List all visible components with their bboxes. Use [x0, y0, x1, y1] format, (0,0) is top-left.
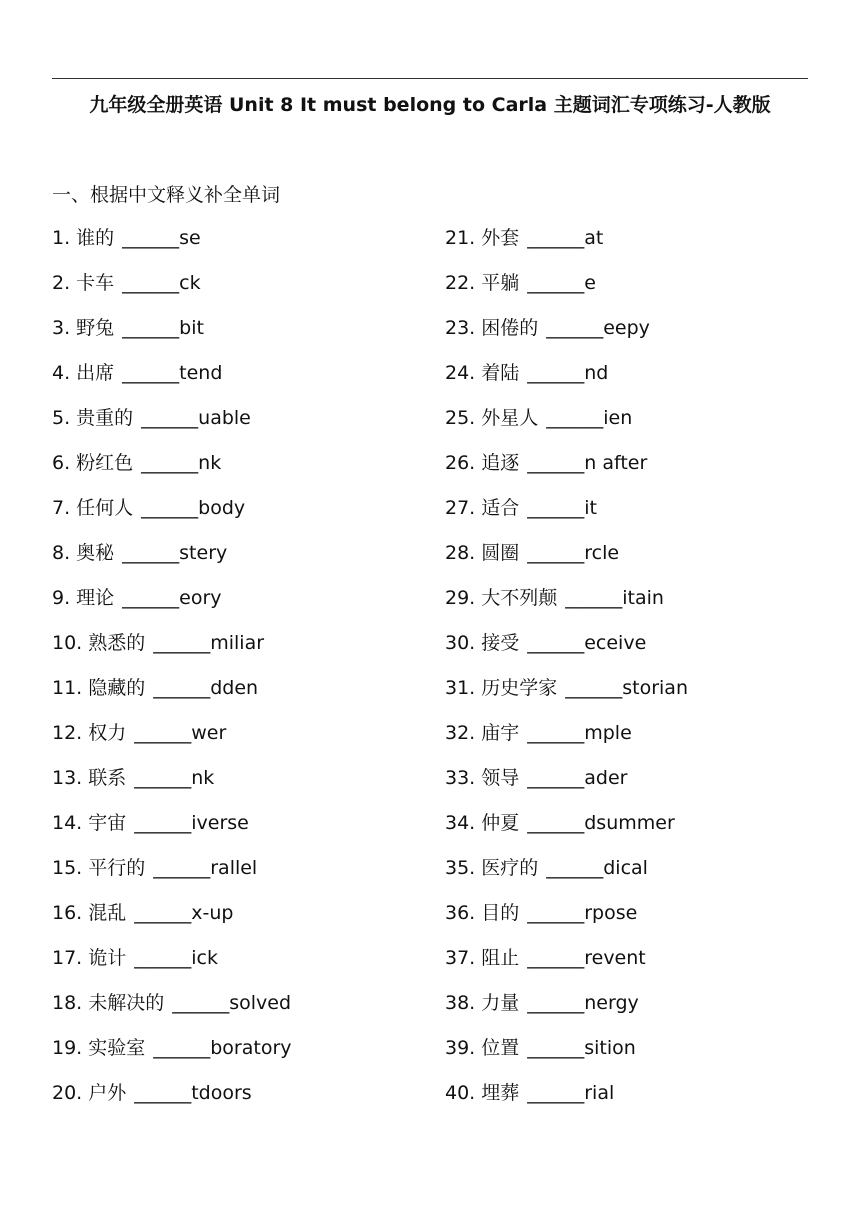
- item-number: 27.: [445, 497, 476, 519]
- item-blank: ______body: [141, 497, 246, 519]
- item-chinese: 混乱: [88, 902, 127, 924]
- item-number: 8.: [52, 542, 71, 564]
- item-number: 4.: [52, 362, 71, 384]
- item-blank: ______rial: [527, 1082, 615, 1104]
- item-chinese: 外套: [481, 227, 520, 249]
- exercise-item: [52, 990, 292, 1035]
- item-number: 31.: [445, 677, 476, 699]
- item-number: 11.: [52, 677, 83, 699]
- exercise-item: [445, 1035, 688, 1080]
- header-rule: [52, 78, 808, 79]
- item-blank: ______wer: [134, 722, 227, 744]
- exercise-item: [445, 585, 688, 630]
- item-number: 19.: [52, 1037, 83, 1059]
- item-number: 16.: [52, 902, 83, 924]
- item-chinese: 平躺: [481, 272, 520, 294]
- document-title: 九年级全册英语 Unit 8 It must belong to Carla 主题词汇专项练习-人教版: [89, 94, 771, 116]
- item-chinese: 联系: [88, 767, 127, 789]
- item-number: 30.: [445, 632, 476, 654]
- item-number: 33.: [445, 767, 476, 789]
- exercise-item: [52, 360, 292, 405]
- item-chinese: 位置: [481, 1037, 520, 1059]
- exercise-item: [52, 450, 292, 495]
- exercise-item: [445, 810, 688, 855]
- item-chinese: 诡计: [88, 947, 127, 969]
- exercise-item: [52, 1080, 292, 1125]
- item-blank: ______mple: [527, 722, 632, 744]
- item-blank: ______sition: [527, 1037, 636, 1059]
- item-number: 3.: [52, 317, 71, 339]
- exercise-item: [52, 900, 292, 945]
- item-chinese: 实验室: [88, 1037, 146, 1059]
- item-blank: ______rallel: [153, 857, 258, 879]
- item-blank: ______ader: [527, 767, 628, 789]
- item-blank: ______eory: [122, 587, 222, 609]
- item-number: 26.: [445, 452, 476, 474]
- exercise-item: [445, 630, 688, 675]
- exercise-item: [52, 1035, 292, 1080]
- exercise-item: [445, 945, 688, 990]
- item-number: 2.: [52, 272, 71, 294]
- item-blank: ______storian: [565, 677, 688, 699]
- item-chinese: 贵重的: [76, 407, 134, 429]
- exercise-item: [445, 315, 688, 360]
- item-chinese: 力量: [481, 992, 520, 1014]
- exercise-item: [52, 675, 292, 720]
- item-number: 20.: [52, 1082, 83, 1104]
- item-number: 24.: [445, 362, 476, 384]
- exercise-item: [52, 315, 292, 360]
- exercise-item: [445, 1080, 688, 1125]
- item-chinese: 谁的: [76, 227, 115, 249]
- item-number: 14.: [52, 812, 83, 834]
- item-number: 25.: [445, 407, 476, 429]
- item-number: 28.: [445, 542, 476, 564]
- exercise-item: [445, 675, 688, 720]
- item-chinese: 卡车: [76, 272, 115, 294]
- item-blank: ______ck: [122, 272, 201, 294]
- exercise-item: [445, 450, 688, 495]
- item-chinese: 粉红色: [76, 452, 134, 474]
- right-column: [445, 225, 688, 1125]
- exercise-item: [445, 495, 688, 540]
- item-number: 23.: [445, 317, 476, 339]
- item-chinese: 外星人: [481, 407, 539, 429]
- item-chinese: 户外: [88, 1082, 127, 1104]
- item-chinese: 大不列颠: [481, 587, 558, 609]
- item-blank: ______ick: [134, 947, 218, 969]
- item-chinese: 熟悉的: [88, 632, 146, 654]
- item-chinese: 理论: [76, 587, 115, 609]
- exercise-item: [52, 270, 292, 315]
- item-number: 29.: [445, 587, 476, 609]
- item-number: 12.: [52, 722, 83, 744]
- exercise-item: [52, 810, 292, 855]
- exercise-item: [445, 990, 688, 1035]
- item-blank: ______x-up: [134, 902, 234, 924]
- exercise-item: [445, 225, 688, 270]
- item-number: 37.: [445, 947, 476, 969]
- exercise-item: [52, 630, 292, 675]
- item-chinese: 阻止: [481, 947, 520, 969]
- item-blank: ______solved: [172, 992, 292, 1014]
- item-blank: ______at: [527, 227, 604, 249]
- exercise-item: [52, 405, 292, 450]
- item-number: 21.: [445, 227, 476, 249]
- item-blank: ______boratory: [153, 1037, 292, 1059]
- item-blank: ______ien: [546, 407, 633, 429]
- item-chinese: 适合: [481, 497, 520, 519]
- item-blank: ______it: [527, 497, 597, 519]
- item-chinese: 历史学家: [481, 677, 558, 699]
- item-blank: ______tend: [122, 362, 223, 384]
- item-number: 6.: [52, 452, 71, 474]
- item-blank: ______uable: [141, 407, 251, 429]
- item-blank: ______rpose: [527, 902, 638, 924]
- item-blank: ______eceive: [527, 632, 647, 654]
- item-chinese: 野兔: [76, 317, 115, 339]
- exercise-item: [52, 720, 292, 765]
- item-blank: ______bit: [122, 317, 204, 339]
- item-chinese: 隐藏的: [88, 677, 146, 699]
- item-number: 22.: [445, 272, 476, 294]
- exercise-item: [52, 495, 292, 540]
- item-number: 39.: [445, 1037, 476, 1059]
- item-chinese: 奥秘: [76, 542, 115, 564]
- item-blank: ______n after: [527, 452, 648, 474]
- item-blank: ______nergy: [527, 992, 639, 1014]
- item-number: 36.: [445, 902, 476, 924]
- item-chinese: 接受: [481, 632, 520, 654]
- item-chinese: 困倦的: [481, 317, 539, 339]
- item-blank: ______dsummer: [527, 812, 675, 834]
- item-blank: ______tdoors: [134, 1082, 252, 1104]
- item-chinese: 埋葬: [481, 1082, 520, 1104]
- item-blank: ______nk: [141, 452, 222, 474]
- item-chinese: 着陆: [481, 362, 520, 384]
- item-blank: ______stery: [122, 542, 228, 564]
- item-chinese: 宇宙: [88, 812, 127, 834]
- item-chinese: 医疗的: [481, 857, 539, 879]
- item-number: 38.: [445, 992, 476, 1014]
- item-blank: ______e: [527, 272, 596, 294]
- exercise-item: [52, 225, 292, 270]
- exercise-item: [52, 945, 292, 990]
- section-heading: 一、根据中文释义补全单词: [52, 184, 281, 206]
- item-number: 32.: [445, 722, 476, 744]
- item-blank: ______iverse: [134, 812, 249, 834]
- item-number: 13.: [52, 767, 83, 789]
- exercise-item: [445, 720, 688, 765]
- item-number: 40.: [445, 1082, 476, 1104]
- item-chinese: 追逐: [481, 452, 520, 474]
- exercise-item: [445, 540, 688, 585]
- exercise-item: [445, 405, 688, 450]
- exercise-item: [52, 855, 292, 900]
- item-blank: ______revent: [527, 947, 646, 969]
- left-column: [52, 225, 292, 1125]
- item-number: 35.: [445, 857, 476, 879]
- item-chinese: 未解决的: [88, 992, 165, 1014]
- item-blank: ______nk: [134, 767, 215, 789]
- item-number: 15.: [52, 857, 83, 879]
- item-chinese: 权力: [88, 722, 127, 744]
- item-chinese: 领导: [481, 767, 520, 789]
- item-blank: ______nd: [527, 362, 609, 384]
- item-blank: ______dical: [546, 857, 648, 879]
- item-chinese: 出席: [76, 362, 115, 384]
- item-chinese: 庙宇: [481, 722, 520, 744]
- item-number: 34.: [445, 812, 476, 834]
- item-number: 1.: [52, 227, 71, 249]
- exercise-item: [52, 765, 292, 810]
- item-number: 10.: [52, 632, 83, 654]
- item-blank: ______eepy: [546, 317, 650, 339]
- item-blank: ______miliar: [153, 632, 265, 654]
- exercise-item: [52, 540, 292, 585]
- exercise-item: [445, 360, 688, 405]
- item-chinese: 任何人: [76, 497, 134, 519]
- item-chinese: 平行的: [88, 857, 146, 879]
- item-chinese: 圆圈: [481, 542, 520, 564]
- item-number: 17.: [52, 947, 83, 969]
- exercise-item: [52, 585, 292, 630]
- item-chinese: 目的: [481, 902, 520, 924]
- item-blank: ______itain: [565, 587, 664, 609]
- item-number: 9.: [52, 587, 71, 609]
- exercise-item: [445, 270, 688, 315]
- item-chinese: 仲夏: [481, 812, 520, 834]
- exercise-item: [445, 765, 688, 810]
- exercise-item: [445, 900, 688, 945]
- item-number: 5.: [52, 407, 71, 429]
- item-blank: ______se: [122, 227, 201, 249]
- item-number: 7.: [52, 497, 71, 519]
- item-number: 18.: [52, 992, 83, 1014]
- exercise-item: [445, 855, 688, 900]
- item-blank: ______dden: [153, 677, 259, 699]
- item-blank: ______rcle: [527, 542, 620, 564]
